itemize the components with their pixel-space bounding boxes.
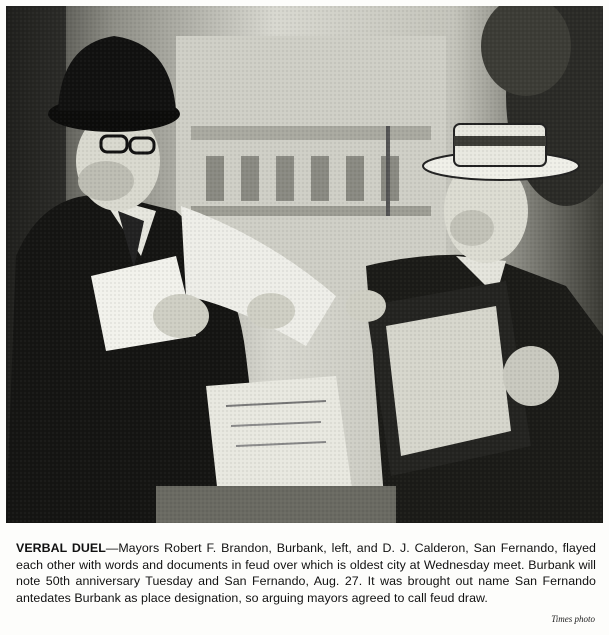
- photo-caption: [16, 540, 596, 606]
- news-photo: [6, 6, 603, 523]
- caption-dash: —: [105, 541, 119, 556]
- photo-credit: Times photo: [551, 614, 595, 624]
- caption-text: Mayors Robert F. Brandon, Burbank, left, and D. J. Calderon, San Fernando, flayed each other with words and documents in feud over which is oldest city at Wednesday meet. Burbank will note 50th anniversary Tuesday and San Fernando, Aug. 27. It was brought out name San Fernando antedates Burbank as place designation, so arguing mayors agreed to call feud draw.: [16, 541, 596, 605]
- photo-illustration: [6, 6, 603, 523]
- caption-lead: VERBAL DUEL: [16, 541, 106, 556]
